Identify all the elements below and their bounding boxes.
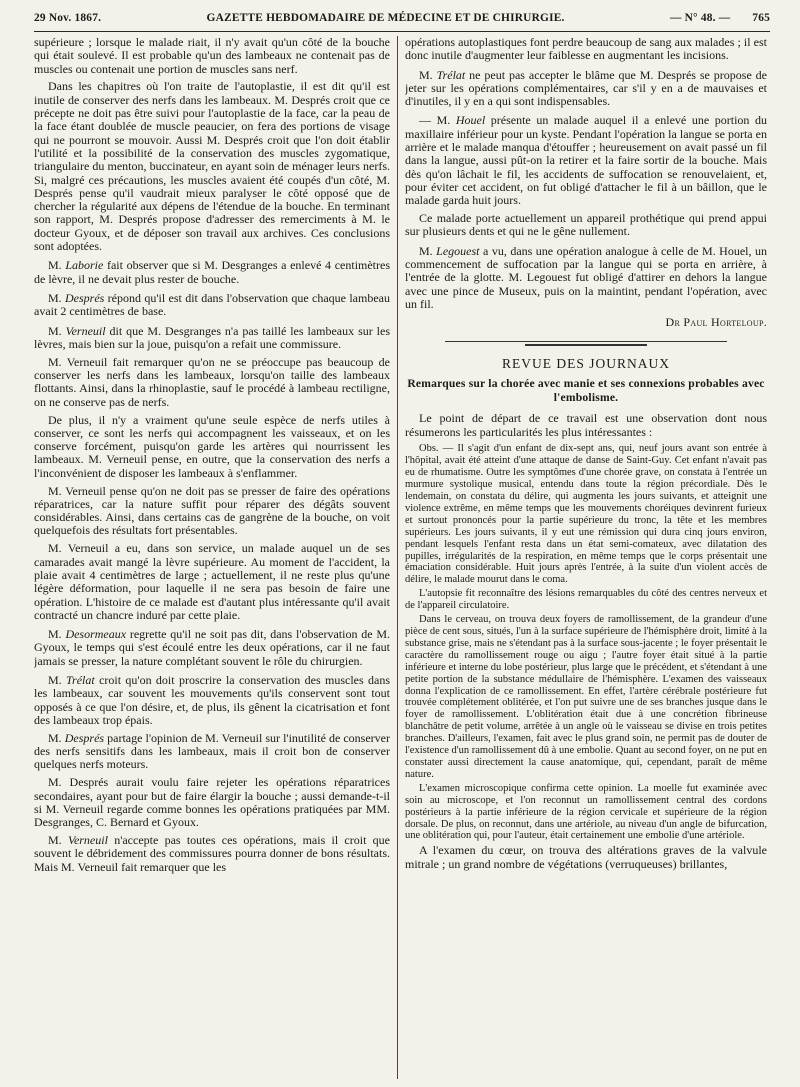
paragraph: Ce malade porte actuellement un appareil prothétique qui prend appui sur plusieurs dents et qui ne le gêne nullement. [405,211,767,239]
text: regrette qu'il ne soit pas dit, dans l'observation de M. Gyoux, le temps qui s'est écoulé entre les deux opérations, car il ne faut jamais se presser, la nature complétant souvent le rôle du chirurgien. [34,627,390,668]
observation-block [405,443,767,842]
paragraph: A l'examen du cœur, on trouva des altérations graves de la valvule mitrale ; un grand nombre de végétations (verruqueuses) brillantes, [405,843,767,871]
observation: Obs. — Il s'agit d'un enfant de dix-sept ans, qui, neuf jours avant son entrée à l'hôpital, avait été atteint d'une attaque de danse de Saint-Guy. Cet enfant n'avait pas eu de rhumatisme. Outre les symptômes d'une chorée grave, on constata à l'entrée un murmure systolique musical, entendu dans toute la région précordiale. Dès le lendemain, on constata du délire, qui augmenta les jours suivants, et atteignit une violence extrême, en même temps que les mouvements choréiques devinrent furieux et surtout prononcés pour la partie supérieure du tronc, la tête et les membres supérieurs. Les jours suivants, il y eut une rémission qui dura cinq jours environ, pendant lesquels l'enfant resta dans un état semi-comateux, avec dilatation des pupilles, irrégularités de la respiration, en même temps que le corps présentait une émaciation considérable. Huit jours après l'entrée, à la suite d'un violent accès de délire, le malade mourut dans le coma. [405,443,767,586]
text: présente un malade auquel il a enlevé une portion du maxillaire inférieur pour un kyste. Pendant l'opération la langue se porta en arrière et le malade manqua d'étouffer ; heureusement on avait passé un fil dans la langue, aussi pût-on la retirer et la faire sortir de la bouche. Mais dès qu'on lâchait le fil, les accidents de suffocation se renouvelaient, et, pour éviter cet accident, on fut obligé d'attacher le fil à un bâillon, que le malade garda huit jours. [405,113,767,208]
text: M. [48,258,66,273]
text: répond qu'il est dit dans l'observation que chaque lambeau avait 2 centimètres de base. [34,290,390,319]
text: M. [48,833,68,848]
paragraph: L'autopsie fit reconnaître des lésions remarquables du côté des centres nerveux et de l'appareil circulatoire. [405,588,767,612]
signature-name: Paul Horteloup. [683,314,767,329]
signature-prefix: Dr [665,314,684,329]
paragraph [34,674,390,727]
paragraph [34,628,390,668]
text: M. [48,627,66,642]
text: ne peut pas accepter le blâme que M. Després se propose de jeter sur les opérations complémentaires, car s'il y en a de mauvaises et d'inutiles, il y en a qui sont indispensables. [405,67,767,109]
paragraph: De plus, il n'y a vraiment qu'une seule espèce de nerfs utiles à conserver, ce sont les nerfs qui accompagnent les vaisseaux, et on les conserve forcément, puisqu'on garde les artères qui nourrissent les lambeaux. M. Verneuil pense, en outre, que la conservation des nerfs a l'inconvénient de disposer les lambeaux à s'enflammer. [34,412,390,480]
speaker-name: Verneuil [65,323,106,338]
paragraph [405,69,767,109]
text: a vu, dans une opération analogue à celle de M. Houel, un commencement de suffocation par la langue qui se porta en arrière, à l'entrée de la glotte. M. Legouest fut obligé d'attirer en dehors la langue avec une pince de Museux, puis on la maintint, pendant l'opération, avec un fil. [405,243,767,311]
speaker-name: Legouest [436,243,480,258]
journal-title: GAZETTE HEBDOMADAIRE DE MÉDECINE ET DE CHIRURGIE. [206,12,565,24]
signature [405,316,767,329]
paragraph: M. Després aurait voulu faire rejeter les opérations réparatrices secondaires, ayant pour but de faire élargir la bouche ; aussi demande-t-il si M. Verneuil regarde comme bonnes les opérations pratiquées par MM. Desgranges, C. Bernard et Gyoux. [34,775,390,830]
text: M. [419,243,437,258]
paragraph [34,834,390,874]
text: M. [48,323,66,338]
left-column [34,36,390,1087]
speaker-name: Trélat [436,67,466,82]
speaker-name: Verneuil [67,833,108,848]
header-right [670,12,770,24]
speaker-name: Laborie [65,258,104,273]
section-title: REVUE DES JOURNAUX [501,356,670,372]
speaker-name: Després [65,290,105,305]
issue-date: 29 Nov. 1867. [34,12,102,24]
page-number: 765 [752,12,770,24]
running-header [34,6,770,30]
text: — M. [419,113,456,128]
paragraph [34,325,390,352]
issue-number: — N° 48. — [669,12,731,24]
text: n'accepte pas toutes ces opérations, mais il croit que souvent le débridement des commissures pourra donner de bons résultats. Mais M. Verneuil fait remarquer que les [34,833,390,874]
text: M. [419,67,437,82]
paragraph [34,259,390,286]
paragraph [405,245,767,311]
speaker-name: Houel [455,113,486,128]
text: M. [48,730,65,745]
paragraph: M. Verneuil pense qu'on ne doit pas se presser de faire des opérations réparatrices, car la nature suffit pour réparer des dégâts souvent considérables. Ainsi, dans certains cas de gangrène de la bouche, on voit quelquefois des résultats fort présentables. [34,483,390,538]
text: croit qu'on doit proscrire la conservation des muscles dans les lambeaux, car souvent les mouvements qu'ils conservent sont tout opposés à ce que l'on désire, et, de plus, ils gênent la cicatrisation et font des lambeaux trop épais. [34,673,390,727]
text: dit que M. Desgranges n'a pas taillé les lambeaux sur les lèvres, mais bien sur la joue, puisqu'on a refait une commissure. [34,323,390,351]
paragraph: Dans les chapitres où l'on traite de l'autoplastie, il est dit qu'il est inutile de conserver des nerfs dans les lambeaux. M. Després croit que ce précepte ne doit pas être suivi pour l'autoplastie de la face, car la peau de la face étant doublée de muscle peaucier, on fera des portions de visage qui ne pourront se mouvoir. Aussi M. Després croit que l'on doit établir l'utilité et la possibilité de la conservation des muscles zygomatique, triangulaire du menton, buccinateur, en ayant soin de ménager leurs nerfs. Si, malgré ces précautions, les muscles avaient été coupés d'un côté, M. Després pense qu'il vaudrait mieux paralyser le côté opposé que de chercher la régularité aux dépens de l'étendue de la bouche. En terminant son rapport, M. Després propose d'adresser des remerciments à M. le docteur Gyoux, et de déposer son travail aux archives. Ces conclusions sont adoptées. [34,79,390,254]
article-title: Remarques sur la chorée avec manie et ses connexions probables avec l'embolisme. [407,377,765,404]
header-rule [34,31,770,32]
right-column [405,36,767,1087]
paragraph [34,292,390,319]
section-divider [405,337,767,347]
paragraph: M. Verneuil fait remarquer qu'on ne se préoccupe pas beaucoup de conserver les nerfs dans les lambeaux, lorsqu'on taille des lambeaux flottants. Ainsi, dans la rhinoplastie, sauf le procédé à lambeau rectiligne, on ne conserve pas de nerfs. [34,354,390,409]
paragraph: supérieure ; lorsque le malade riait, il n'y avait qu'un côté de la bouche qui était soulevé. Il est probable qu'un des lambeaux ne contenait pas de muscles ou contenait une portion de muscles sans nerf. [34,36,390,76]
paragraph [405,114,767,207]
speaker-name: Trélat [66,673,95,688]
paragraph: Dans le cerveau, on trouva deux foyers de ramollissement, de la grandeur d'une pièce de cent sous, situés, l'un à la surface supérieure de l'hémisphère droit, limité à la substance grise, mais ne s'étendant pas à la surface sous-jacente ; le foyer présentait le caractère du ramollissement rouge ou aigu ; l'autre foyer était situé à la partie inférieure et interne du lobe postérieur, plus large que le précédent, et s'étendant à une petite portion de la substance médullaire de l'hémisphère. L'examen des vaisseaux donna l'explication de ce ramollissement. En effet, l'artère cérébrale postérieure fut trouvée complétement oblitérée, et l'on put suivre une de ses branches jusque dans le foyer de ramollissement. L'oblitération était due à une concrétion fibrineuse blanchâtre de petit volume, arrêtée à un angle où le vaisseau se divise en trois petites branches. D'ailleurs, l'examen, fait avec le plus grand soin, ne permit pas de douter de l'existence d'un ramollissement dû à une embolie. Quant au second foyer, on ne put en constater aussi directement la cause anatomique, qui, cependant, paraît de même nature. [405,614,767,780]
text: partage l'opinion de M. Verneuil sur l'inutilité de conserver des nerfs sensitifs dans les lambeaux, mais il croit bon de conserver quelques nerfs moteurs. [34,730,390,772]
paragraph: Le point de départ de ce travail est une observation dont nous résumerons les particularités les plus intéressantes : [405,411,767,439]
paragraph [34,732,390,772]
speaker-name: Desormeaux [65,627,127,642]
speaker-name: Després [64,730,105,745]
paragraph: L'examen microscopique confirma cette opinion. La moelle fut examinée avec soin au microscope, et l'on reconnut un ramollissement central des cordons postérieurs à la partie inférieure de la région cervicale et supérieure de la région dorsale. De plus, on reconnut, dans une artériole, au niveau d'un angle de bifurcation, une oblitération qui, pour l'auteur, était certainement une embolie d'une artériole. [405,782,767,842]
text: M. [48,673,67,688]
column-divider [397,36,398,1079]
text: fait observer que si M. Desgranges a enlevé 4 centimètres de lèvre, il ne devait plus rester de bouche. [34,258,390,286]
paragraph: M. Verneuil a eu, dans son service, un malade auquel un de ses camarades avait mangé la lèvre supérieure. Au moment de l'accident, la plaie avait 4 centimètres de large ; actuellement, il ne reste plus qu'une légère déformation, pour laquelle il ne sera pas besoin de faire une opération. L'histoire de ce malade est d'autant plus intéressante qu'il avait contracté un chancre induré par cette plaie. [34,541,390,622]
text: M. [48,290,66,305]
paragraph: opérations autoplastiques font perdre beaucoup de sang aux malades ; il est donc inutile d'augmenter leur faiblesse en augmentant les incisions. [405,36,767,63]
